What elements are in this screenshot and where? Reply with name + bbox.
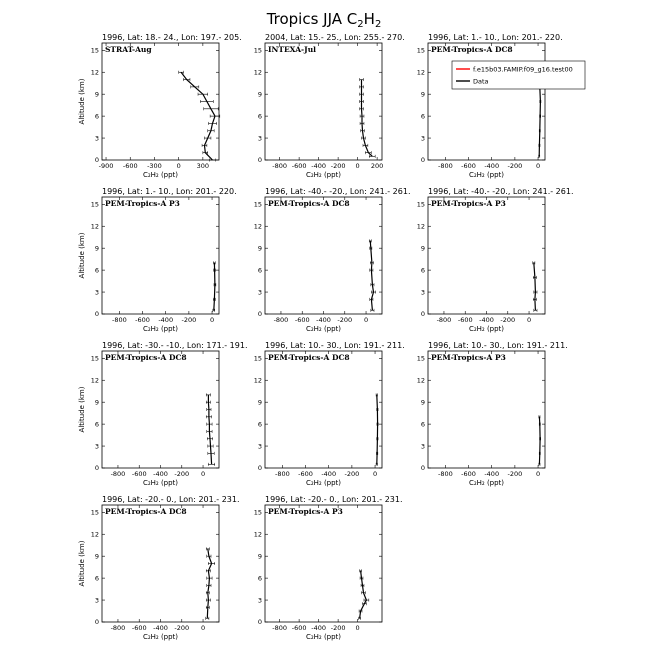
y-tick-label: 15 xyxy=(253,354,262,363)
campaign-label: PEM-Tropics-A P3 xyxy=(431,199,506,208)
plot-frame xyxy=(265,197,382,314)
y-tick-label: 0 xyxy=(257,618,262,627)
campaign-label: PEM-Tropics-A DC8 xyxy=(431,45,513,54)
x-axis-label: C₂H₂ (ppt) xyxy=(468,325,505,333)
x-tick-label: -600 xyxy=(461,470,476,478)
x-axis-label: C₂H₂ (ppt) xyxy=(468,479,505,487)
y-tick-label: 3 xyxy=(94,288,99,297)
x-axis-label: C₂H₂ (ppt) xyxy=(305,171,342,179)
x-tick-label: -800 xyxy=(436,316,452,324)
y-tick-label: 0 xyxy=(257,310,262,319)
y-tick-label: 9 xyxy=(94,552,99,561)
y-axis-label: Altitude (km) xyxy=(78,386,86,433)
x-tick-label: -600 xyxy=(461,162,476,170)
x-tick-label: -400 xyxy=(311,624,327,632)
x-axis-label: C₂H₂ (ppt) xyxy=(142,325,179,333)
x-axis-label: C₂H₂ (ppt) xyxy=(468,171,505,179)
x-tick-label: -400 xyxy=(153,470,168,478)
x-tick-label: -200 xyxy=(330,624,346,632)
x-tick-label: 0 xyxy=(363,316,369,324)
y-tick-label: 9 xyxy=(257,552,262,561)
y-tick-label: 0 xyxy=(420,464,425,473)
y-tick-label: 9 xyxy=(94,398,99,407)
y-tick-label: 6 xyxy=(420,112,425,121)
y-tick-label: 6 xyxy=(94,112,99,121)
data-series-line xyxy=(377,395,378,464)
campaign-label: PEM-Tropics-A DC8 xyxy=(105,353,187,362)
plot-frame xyxy=(102,197,219,314)
x-tick-label: 0 xyxy=(200,470,206,478)
y-axis-label: Altitude (km) xyxy=(78,540,86,587)
x-tick-label: -600 xyxy=(294,316,310,324)
x-tick-label: -400 xyxy=(153,624,168,632)
y-tick-label: 3 xyxy=(94,134,99,143)
x-tick-label: -400 xyxy=(158,316,174,324)
y-tick-label: 15 xyxy=(90,46,99,55)
y-tick-label: 12 xyxy=(416,376,425,385)
chart-panel-3 xyxy=(417,33,585,179)
y-tick-label: 6 xyxy=(257,266,262,275)
y-tick-label: 9 xyxy=(257,90,262,99)
y-tick-label: 15 xyxy=(90,354,99,363)
chart-panel-1 xyxy=(78,33,242,179)
y-tick-label: 0 xyxy=(257,464,262,473)
plot-frame xyxy=(428,197,545,314)
y-tick-label: 3 xyxy=(94,442,99,451)
y-tick-label: 15 xyxy=(416,354,425,363)
y-tick-label: 0 xyxy=(257,156,262,165)
x-tick-label: -200 xyxy=(337,316,353,324)
panel-header: 1996, Lat: -40.- -20., Lon: 241.- 261. xyxy=(265,187,411,196)
y-tick-label: 9 xyxy=(420,90,425,99)
x-axis-label: C₂H₂ (ppt) xyxy=(305,325,342,333)
y-tick-label: 15 xyxy=(90,200,99,209)
chart-panel-10 xyxy=(78,495,240,641)
chart-panel-8 xyxy=(254,341,405,487)
y-tick-label: 6 xyxy=(420,420,425,429)
x-tick-label: -900 xyxy=(98,162,114,170)
x-tick-label: -800 xyxy=(272,624,288,632)
chart-panel-7 xyxy=(78,341,248,487)
chart-panels xyxy=(78,33,585,641)
y-axis-label: Altitude (km) xyxy=(78,78,86,125)
x-tick-label: -200 xyxy=(174,470,190,478)
y-tick-label: 12 xyxy=(253,376,262,385)
chart-panel-4 xyxy=(78,187,237,333)
legend xyxy=(452,61,585,89)
x-tick-label: -200 xyxy=(174,624,190,632)
y-tick-label: 15 xyxy=(416,46,425,55)
x-tick-label: -800 xyxy=(437,470,453,478)
x-tick-label: -600 xyxy=(131,470,147,478)
campaign-label: PEM-Tropics-A P3 xyxy=(268,507,343,516)
x-tick-label: -400 xyxy=(316,316,331,324)
y-tick-label: 9 xyxy=(94,90,99,99)
panel-header: 1996, Lat: 1.- 10., Lon: 201.- 220. xyxy=(102,187,237,196)
y-tick-label: 9 xyxy=(420,398,425,407)
x-tick-label: 0 xyxy=(535,162,541,170)
plot-frame xyxy=(428,351,545,468)
x-tick-label: 0 xyxy=(355,162,360,170)
x-tick-label: -400 xyxy=(479,316,494,324)
x-tick-label: -800 xyxy=(273,316,289,324)
x-tick-label: -800 xyxy=(110,624,126,632)
data-series-line xyxy=(534,263,536,311)
x-tick-label: -200 xyxy=(507,470,523,478)
y-tick-label: 9 xyxy=(94,244,99,253)
campaign-label: PEM-Tropics-A P3 xyxy=(431,353,506,362)
x-axis-label: C₂H₂ (ppt) xyxy=(305,633,342,641)
panel-header: 1996, Lat: 10.- 30., Lon: 191.- 211. xyxy=(265,341,405,350)
y-tick-label: 0 xyxy=(94,156,99,165)
chart-panel-2 xyxy=(254,33,405,179)
y-tick-label: 15 xyxy=(253,200,262,209)
campaign-label: PEM-Tropics-A DC8 xyxy=(268,353,350,362)
plot-frame xyxy=(428,43,545,160)
y-tick-label: 6 xyxy=(94,266,99,275)
x-tick-label: -800 xyxy=(274,470,290,478)
campaign-label: PEM-Tropics-A P3 xyxy=(105,199,180,208)
chart-panel-9 xyxy=(417,341,568,487)
x-tick-label: 200 xyxy=(370,162,384,170)
y-tick-label: 0 xyxy=(94,618,99,627)
legend-label: f.e15b03.FAMIP.f09_g16.test00 xyxy=(473,65,573,74)
y-tick-label: 3 xyxy=(257,288,262,297)
panel-header: 1996, Lat: -40.- -20., Lon: 241.- 261. xyxy=(428,187,574,196)
y-tick-label: 6 xyxy=(94,574,99,583)
x-axis-label: C₂H₂ (ppt) xyxy=(305,479,342,487)
x-tick-label: -600 xyxy=(135,316,150,324)
x-tick-label: -400 xyxy=(484,470,500,478)
y-tick-label: 12 xyxy=(416,222,425,231)
y-tick-label: 15 xyxy=(416,200,425,209)
data-series-line xyxy=(208,395,211,464)
x-tick-label: -200 xyxy=(507,162,523,170)
x-tick-label: 300 xyxy=(196,162,210,170)
x-tick-label: -800 xyxy=(110,470,126,478)
x-axis-label: C₂H₂ (ppt) xyxy=(142,171,179,179)
y-tick-label: 6 xyxy=(420,266,425,275)
y-tick-label: 0 xyxy=(420,310,425,319)
y-tick-label: 6 xyxy=(257,420,262,429)
x-tick-label: -600 xyxy=(122,162,138,170)
x-tick-label: -600 xyxy=(298,470,313,478)
x-tick-label: -200 xyxy=(330,162,346,170)
x-tick-label: -400 xyxy=(321,470,337,478)
y-tick-label: 12 xyxy=(416,68,425,77)
x-tick-label: -600 xyxy=(457,316,473,324)
panel-header: 1996, Lat: -20.- 0., Lon: 201.- 231. xyxy=(102,495,240,504)
panel-header: 2004, Lat: 15.- 25., Lon: 255.- 270. xyxy=(265,33,405,42)
x-tick-label: 0 xyxy=(372,470,378,478)
y-tick-label: 12 xyxy=(90,376,99,385)
y-tick-label: 9 xyxy=(257,398,262,407)
x-axis-label: C₂H₂ (ppt) xyxy=(142,633,179,641)
x-tick-label: 0 xyxy=(209,316,215,324)
y-tick-label: 15 xyxy=(253,46,262,55)
x-tick-label: -800 xyxy=(437,162,453,170)
campaign-label: STRAT-Aug xyxy=(105,45,152,54)
y-tick-label: 12 xyxy=(253,222,262,231)
x-tick-label: 0 xyxy=(355,624,360,632)
chart-panel-6 xyxy=(417,187,574,333)
plot-frame xyxy=(102,505,219,622)
figure-title: Tropics JJA $C_2H_2$ xyxy=(266,10,382,30)
x-tick-label: -600 xyxy=(291,624,307,632)
y-tick-label: 12 xyxy=(253,68,262,77)
y-tick-label: 12 xyxy=(90,222,99,231)
y-tick-label: 0 xyxy=(420,156,425,165)
x-axis-label: C₂H₂ (ppt) xyxy=(142,479,179,487)
y-tick-label: 3 xyxy=(257,134,262,143)
y-tick-label: 6 xyxy=(257,574,262,583)
y-tick-label: 12 xyxy=(90,530,99,539)
y-tick-label: 6 xyxy=(257,112,262,121)
plot-frame xyxy=(265,351,382,468)
x-tick-label: -400 xyxy=(484,162,500,170)
y-tick-label: 3 xyxy=(420,134,425,143)
y-tick-label: 3 xyxy=(420,288,425,297)
legend-label: Data xyxy=(473,77,489,86)
y-axis-label: Altitude (km) xyxy=(78,232,86,279)
x-tick-label: -300 xyxy=(147,162,162,170)
y-tick-label: 15 xyxy=(253,508,262,517)
panel-header: 1996, Lat: -30.- -10., Lon: 171.- 191. xyxy=(102,341,248,350)
plot-frame xyxy=(102,351,219,468)
y-tick-label: 12 xyxy=(253,530,262,539)
x-tick-label: 0 xyxy=(526,316,532,324)
y-tick-label: 3 xyxy=(257,442,262,451)
y-tick-label: 6 xyxy=(94,420,99,429)
chart-panel-5 xyxy=(254,187,411,333)
x-tick-label: -200 xyxy=(181,316,197,324)
y-tick-label: 9 xyxy=(257,244,262,253)
x-tick-label: -800 xyxy=(111,316,127,324)
campaign-label: PEM-Tropics-A DC8 xyxy=(105,507,187,516)
y-tick-label: 0 xyxy=(94,464,99,473)
panel-header: 1996, Lat: -20.- 0., Lon: 201.- 231. xyxy=(265,495,403,504)
x-tick-label: -200 xyxy=(500,316,516,324)
chart-panel-11 xyxy=(254,495,403,641)
y-tick-label: 3 xyxy=(94,596,99,605)
campaign-label: INTEXA-Jul xyxy=(268,45,316,54)
panel-header: 1996, Lat: 1.- 10., Lon: 201.- 220. xyxy=(428,33,563,42)
y-tick-label: 9 xyxy=(420,244,425,253)
x-tick-label: -800 xyxy=(272,162,288,170)
x-tick-label: -600 xyxy=(131,624,147,632)
y-tick-label: 0 xyxy=(94,310,99,319)
x-tick-label: 0 xyxy=(200,624,206,632)
y-tick-label: 12 xyxy=(90,68,99,77)
campaign-label: PEM-Tropics-A DC8 xyxy=(268,199,350,208)
panel-header: 1996, Lat: 10.- 30., Lon: 191.- 211. xyxy=(428,341,568,350)
x-tick-label: -400 xyxy=(311,162,327,170)
x-tick-label: 0 xyxy=(535,470,541,478)
y-tick-label: 15 xyxy=(90,508,99,517)
y-tick-label: 3 xyxy=(257,596,262,605)
x-tick-label: -600 xyxy=(291,162,307,170)
y-tick-label: 3 xyxy=(420,442,425,451)
x-tick-label: 0 xyxy=(176,162,181,170)
x-tick-label: -200 xyxy=(344,470,360,478)
panel-header: 1996, Lat: 18.- 24., Lon: 197.- 205. xyxy=(102,33,242,42)
